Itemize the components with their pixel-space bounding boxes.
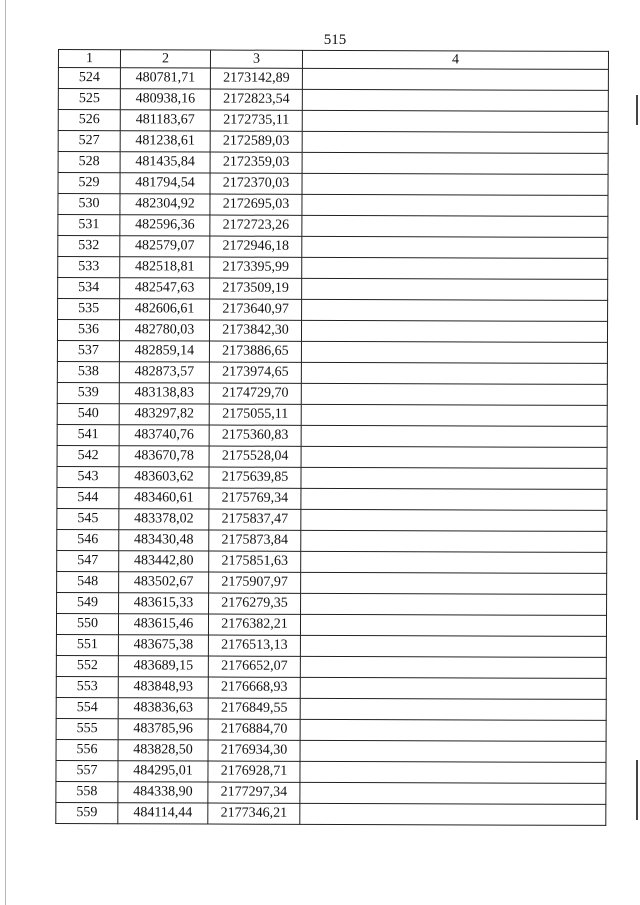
note-cell bbox=[300, 614, 606, 636]
table-row bbox=[57, 508, 607, 531]
y-coordinate-cell: 2172359,03 bbox=[210, 152, 302, 173]
note-cell bbox=[300, 719, 606, 741]
x-coordinate-cell: 482873,57 bbox=[119, 362, 209, 383]
note-cell bbox=[300, 761, 606, 783]
column-header: 1 bbox=[58, 50, 120, 68]
table-row bbox=[58, 257, 608, 280]
y-coordinate-cell: 2173640,97 bbox=[210, 299, 302, 320]
x-coordinate-cell: 483297,82 bbox=[119, 404, 209, 425]
note-cell bbox=[301, 551, 607, 573]
table-row bbox=[57, 424, 607, 447]
note-cell bbox=[300, 782, 606, 804]
table-row bbox=[57, 592, 607, 615]
point-number-cell: 533 bbox=[58, 257, 120, 278]
x-coordinate-cell: 483138,83 bbox=[119, 383, 209, 404]
point-number-cell: 559 bbox=[56, 802, 118, 823]
point-number-cell: 547 bbox=[57, 550, 119, 571]
y-coordinate-cell: 2176849,55 bbox=[208, 698, 300, 719]
y-coordinate-cell: 2176513,13 bbox=[208, 635, 300, 656]
point-number-cell: 544 bbox=[57, 487, 119, 508]
table-row bbox=[58, 299, 608, 322]
note-cell bbox=[300, 803, 606, 825]
y-coordinate-cell: 2176884,70 bbox=[208, 719, 300, 740]
scan-edge-mark bbox=[636, 760, 638, 820]
y-coordinate-cell: 2176668,93 bbox=[208, 677, 300, 698]
y-coordinate-cell: 2172946,18 bbox=[210, 236, 302, 257]
table-row bbox=[57, 382, 607, 405]
point-number-cell: 542 bbox=[57, 445, 119, 466]
table-row bbox=[58, 173, 608, 196]
y-coordinate-cell: 2172723,26 bbox=[210, 215, 302, 236]
table-row bbox=[58, 131, 608, 154]
x-coordinate-cell: 482859,14 bbox=[119, 341, 209, 362]
x-coordinate-cell: 482606,61 bbox=[120, 299, 210, 320]
table-body bbox=[56, 68, 609, 826]
column-header: 4 bbox=[302, 50, 608, 69]
table-row bbox=[56, 802, 606, 825]
x-coordinate-cell: 483615,46 bbox=[118, 614, 208, 635]
note-cell bbox=[301, 341, 607, 363]
point-number-cell: 534 bbox=[58, 278, 120, 299]
x-coordinate-cell: 483670,78 bbox=[119, 446, 209, 467]
x-coordinate-cell: 483430,48 bbox=[119, 530, 209, 551]
y-coordinate-cell: 2175055,11 bbox=[209, 404, 301, 425]
x-coordinate-cell: 483848,93 bbox=[118, 677, 208, 698]
x-coordinate-cell: 484114,44 bbox=[118, 803, 208, 824]
point-number-cell: 554 bbox=[56, 697, 118, 718]
x-coordinate-cell: 482304,92 bbox=[120, 194, 210, 215]
point-number-cell: 535 bbox=[58, 299, 120, 320]
scan-edge-mark bbox=[636, 95, 638, 125]
point-number-cell: 532 bbox=[58, 236, 120, 257]
table-row bbox=[56, 739, 606, 762]
table-row bbox=[57, 487, 607, 510]
x-coordinate-cell: 481435,84 bbox=[120, 152, 210, 173]
x-coordinate-cell: 483836,63 bbox=[118, 698, 208, 719]
point-number-cell: 536 bbox=[57, 320, 119, 341]
y-coordinate-cell: 2172735,11 bbox=[210, 110, 302, 131]
column-header: 3 bbox=[210, 50, 302, 68]
x-coordinate-cell: 480938,16 bbox=[120, 89, 210, 110]
note-cell bbox=[302, 152, 608, 174]
note-cell bbox=[301, 509, 607, 531]
note-cell bbox=[301, 572, 607, 594]
note-cell bbox=[302, 194, 608, 216]
table-row bbox=[58, 194, 608, 217]
table-row bbox=[57, 529, 607, 552]
x-coordinate-cell: 481794,54 bbox=[120, 173, 210, 194]
table-row bbox=[57, 466, 607, 489]
x-coordinate-cell: 483502,67 bbox=[119, 572, 209, 593]
table-row bbox=[56, 655, 606, 678]
y-coordinate-cell: 2176934,30 bbox=[208, 740, 300, 761]
column-header: 2 bbox=[120, 50, 210, 68]
y-coordinate-cell: 2175769,34 bbox=[209, 488, 301, 509]
y-coordinate-cell: 2173842,30 bbox=[209, 320, 301, 341]
note-cell bbox=[300, 740, 606, 762]
x-coordinate-cell: 484295,01 bbox=[118, 761, 208, 782]
point-number-cell: 530 bbox=[58, 194, 120, 215]
coordinates-table bbox=[55, 49, 609, 826]
table-row bbox=[57, 361, 607, 384]
note-cell bbox=[301, 320, 607, 342]
x-coordinate-cell: 482579,07 bbox=[120, 236, 210, 257]
x-coordinate-cell: 483460,61 bbox=[119, 488, 209, 509]
y-coordinate-cell: 2175837,47 bbox=[209, 509, 301, 530]
y-coordinate-cell: 2176382,21 bbox=[208, 614, 300, 635]
point-number-cell: 524 bbox=[58, 68, 120, 89]
point-number-cell: 556 bbox=[56, 739, 118, 760]
point-number-cell: 549 bbox=[57, 592, 119, 613]
table-row bbox=[56, 781, 606, 804]
x-coordinate-cell: 483442,80 bbox=[119, 551, 209, 572]
table-row bbox=[58, 236, 608, 259]
note-cell bbox=[301, 593, 607, 615]
y-coordinate-cell: 2172823,54 bbox=[210, 89, 302, 110]
note-cell bbox=[301, 530, 607, 552]
y-coordinate-cell: 2175873,84 bbox=[209, 530, 301, 551]
y-coordinate-cell: 2176928,71 bbox=[208, 761, 300, 782]
y-coordinate-cell: 2173142,89 bbox=[210, 68, 302, 89]
note-cell bbox=[302, 131, 608, 153]
note-cell bbox=[302, 278, 608, 300]
y-coordinate-cell: 2177297,34 bbox=[208, 782, 300, 803]
table-row bbox=[57, 445, 607, 468]
note-cell bbox=[301, 383, 607, 405]
point-number-cell: 551 bbox=[56, 634, 118, 655]
point-number-cell: 528 bbox=[58, 152, 120, 173]
point-number-cell: 531 bbox=[58, 215, 120, 236]
note-cell bbox=[302, 215, 608, 237]
point-number-cell: 538 bbox=[57, 361, 119, 382]
table-row bbox=[57, 340, 607, 363]
x-coordinate-cell: 483378,02 bbox=[119, 509, 209, 530]
y-coordinate-cell: 2173974,65 bbox=[209, 362, 301, 383]
point-number-cell: 540 bbox=[57, 403, 119, 424]
x-coordinate-cell: 483689,15 bbox=[118, 656, 208, 677]
point-number-cell: 552 bbox=[56, 655, 118, 676]
point-number-cell: 525 bbox=[58, 89, 120, 110]
y-coordinate-cell: 2176279,35 bbox=[209, 593, 301, 614]
point-number-cell: 543 bbox=[57, 466, 119, 487]
note-cell bbox=[301, 467, 607, 489]
x-coordinate-cell: 483785,96 bbox=[118, 719, 208, 740]
table-row bbox=[56, 697, 606, 720]
table-row bbox=[56, 613, 606, 636]
y-coordinate-cell: 2173886,65 bbox=[209, 341, 301, 362]
y-coordinate-cell: 2174729,70 bbox=[209, 383, 301, 404]
point-number-cell: 526 bbox=[58, 110, 120, 131]
note-cell bbox=[300, 698, 606, 720]
note-cell bbox=[301, 446, 607, 468]
x-coordinate-cell: 481238,61 bbox=[120, 131, 210, 152]
page-number: 515 bbox=[323, 32, 347, 48]
x-coordinate-cell: 483603,62 bbox=[119, 467, 209, 488]
note-cell bbox=[302, 89, 608, 111]
x-coordinate-cell: 483675,38 bbox=[118, 635, 208, 656]
y-coordinate-cell: 2175851,63 bbox=[209, 551, 301, 572]
y-coordinate-cell: 2172589,03 bbox=[210, 131, 302, 152]
x-coordinate-cell: 482596,36 bbox=[120, 215, 210, 236]
y-coordinate-cell: 2172370,03 bbox=[210, 173, 302, 194]
y-coordinate-cell: 2173395,99 bbox=[210, 257, 302, 278]
x-coordinate-cell: 482780,03 bbox=[119, 320, 209, 341]
table-row bbox=[57, 403, 607, 426]
x-coordinate-cell: 483828,50 bbox=[118, 740, 208, 761]
table-row bbox=[57, 550, 607, 573]
note-cell bbox=[302, 110, 608, 132]
table-row bbox=[56, 760, 606, 783]
table-row bbox=[58, 68, 608, 91]
point-number-cell: 545 bbox=[57, 508, 119, 529]
point-number-cell: 546 bbox=[57, 529, 119, 550]
table-row bbox=[56, 634, 606, 657]
note-cell bbox=[302, 299, 608, 321]
x-coordinate-cell: 482547,63 bbox=[120, 278, 210, 299]
table-row bbox=[58, 110, 608, 133]
y-coordinate-cell: 2175360,83 bbox=[209, 425, 301, 446]
y-coordinate-cell: 2175639,85 bbox=[209, 467, 301, 488]
table-row bbox=[58, 89, 608, 112]
table-row bbox=[58, 152, 608, 175]
x-coordinate-cell: 484338,90 bbox=[118, 782, 208, 803]
y-coordinate-cell: 2175907,97 bbox=[209, 572, 301, 593]
note-cell bbox=[302, 173, 608, 195]
point-number-cell: 539 bbox=[57, 382, 119, 403]
note-cell bbox=[302, 236, 608, 258]
point-number-cell: 529 bbox=[58, 173, 120, 194]
note-cell bbox=[302, 68, 608, 90]
point-number-cell: 537 bbox=[57, 340, 119, 361]
point-number-cell: 555 bbox=[56, 718, 118, 739]
note-cell bbox=[300, 656, 606, 678]
note-cell bbox=[300, 635, 606, 657]
y-coordinate-cell: 2177346,21 bbox=[208, 803, 300, 824]
note-cell bbox=[301, 362, 607, 384]
y-coordinate-cell: 2176652,07 bbox=[208, 656, 300, 677]
table-row bbox=[57, 320, 607, 343]
table-header-row bbox=[58, 50, 608, 70]
x-coordinate-cell: 481183,67 bbox=[120, 110, 210, 131]
scan-margin-line bbox=[5, 0, 6, 905]
point-number-cell: 553 bbox=[56, 676, 118, 697]
note-cell bbox=[301, 488, 607, 510]
point-number-cell: 557 bbox=[56, 760, 118, 781]
point-number-cell: 558 bbox=[56, 781, 118, 802]
x-coordinate-cell: 483740,76 bbox=[119, 425, 209, 446]
table-row bbox=[58, 278, 608, 301]
point-number-cell: 527 bbox=[58, 131, 120, 152]
point-number-cell: 541 bbox=[57, 424, 119, 445]
x-coordinate-cell: 480781,71 bbox=[120, 68, 210, 89]
point-number-cell: 548 bbox=[57, 571, 119, 592]
point-number-cell: 550 bbox=[56, 613, 118, 634]
y-coordinate-cell: 2173509,19 bbox=[210, 278, 302, 299]
table-row bbox=[57, 571, 607, 594]
note-cell bbox=[302, 257, 608, 279]
table-row bbox=[56, 718, 606, 741]
note-cell bbox=[301, 404, 607, 426]
table-row bbox=[56, 676, 606, 699]
y-coordinate-cell: 2175528,04 bbox=[209, 446, 301, 467]
note-cell bbox=[301, 425, 607, 447]
x-coordinate-cell: 483615,33 bbox=[119, 593, 209, 614]
y-coordinate-cell: 2172695,03 bbox=[210, 194, 302, 215]
table-row bbox=[58, 215, 608, 238]
x-coordinate-cell: 482518,81 bbox=[120, 257, 210, 278]
note-cell bbox=[300, 677, 606, 699]
